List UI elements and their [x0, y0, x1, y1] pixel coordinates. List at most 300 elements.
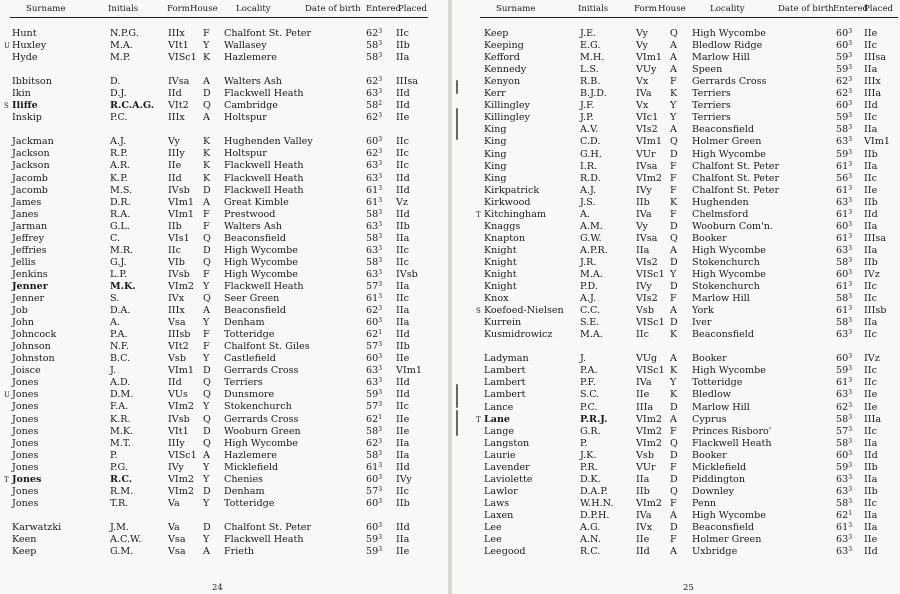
- surname: Lee: [484, 534, 502, 546]
- column-header-placed: Placed: [864, 4, 894, 14]
- placed: IIe: [864, 401, 878, 413]
- form: IIa: [636, 473, 650, 485]
- surname: Jellis: [12, 256, 36, 268]
- form: IIIy: [168, 437, 185, 449]
- register-row: [452, 281, 900, 293]
- margin-pencil-mark: [456, 410, 458, 436]
- initials: N.P.G.: [110, 28, 139, 39]
- entered-term: 3: [848, 401, 853, 409]
- form: VUg: [636, 353, 658, 365]
- entered-term: 3: [848, 184, 853, 192]
- surname: Johnston: [12, 353, 55, 365]
- placed: IIe: [396, 353, 410, 365]
- house: D: [670, 473, 678, 485]
- initials: W.H.N.: [580, 497, 614, 509]
- house: D: [670, 148, 678, 160]
- house: Q: [203, 256, 211, 268]
- register-row: [452, 402, 900, 414]
- entered: $59^3$: [366, 533, 383, 545]
- initials: D.J.: [110, 88, 127, 100]
- page-number: 25: [683, 583, 694, 593]
- entered-term: 3: [378, 377, 383, 385]
- entered: $59^3$: [836, 64, 853, 76]
- entered: $63^3$: [366, 172, 383, 184]
- initials: J.: [580, 353, 587, 365]
- entered-term: 3: [848, 365, 853, 373]
- surname: Jones: [12, 437, 39, 449]
- register-row: [0, 305, 448, 317]
- locality: Terriers: [692, 112, 731, 124]
- form: VUy: [636, 64, 657, 76]
- entered: $60^3$: [836, 449, 853, 461]
- placed: IVy: [396, 473, 412, 485]
- register-row: [0, 474, 448, 486]
- entered-term: 3: [848, 172, 853, 180]
- form: IVsb: [168, 184, 190, 196]
- initials: S.: [110, 293, 120, 304]
- house: D: [203, 521, 211, 533]
- form: Vy: [168, 136, 180, 148]
- house: A: [203, 449, 210, 461]
- register-row: [0, 534, 448, 546]
- register-row: [0, 197, 448, 209]
- locality: Speen: [692, 64, 723, 76]
- initials: M.R.: [110, 244, 134, 256]
- entered-term: 3: [848, 534, 853, 542]
- initials: A.G.: [580, 522, 601, 533]
- form: Vx: [636, 76, 649, 88]
- column-header-entered: Entered: [366, 4, 402, 14]
- register-row: [452, 389, 900, 401]
- form: VIm2: [636, 497, 662, 509]
- register-row: [0, 100, 448, 112]
- placed: IIb: [396, 497, 410, 509]
- placed: IIe: [864, 28, 878, 39]
- form: VIs2: [636, 124, 658, 136]
- register-row: [0, 329, 448, 341]
- register-row: [452, 149, 900, 161]
- surname: Jenkins: [12, 268, 48, 280]
- surname: Lawlor: [484, 485, 518, 497]
- entered: $58^3$: [366, 208, 383, 220]
- house: D: [670, 317, 678, 329]
- placed: IIc: [864, 40, 877, 52]
- house: Y: [203, 401, 210, 413]
- column-header-form: Form: [634, 4, 657, 14]
- placed: IIa: [864, 124, 878, 136]
- house: Q: [670, 136, 678, 148]
- placed: IIc: [396, 256, 409, 268]
- entered-term: 3: [848, 425, 853, 433]
- initials: N.F.: [110, 341, 130, 353]
- form: IIe: [168, 160, 182, 172]
- page-number: 24: [212, 583, 223, 593]
- form: IIc: [168, 244, 181, 256]
- form: IId: [168, 377, 182, 389]
- form: Vsb: [168, 353, 186, 365]
- register-row: [452, 221, 900, 233]
- placed: IIb: [864, 256, 878, 268]
- entered-term: 3: [378, 208, 383, 216]
- entered-term: 3: [848, 546, 853, 554]
- locality: Beaconsfield: [692, 522, 754, 533]
- entered: $58^3$: [366, 40, 383, 52]
- surname: Johnson: [12, 341, 51, 353]
- locality: Denham: [224, 485, 265, 497]
- initials: A.D.: [110, 377, 131, 389]
- initials: B.J.D.: [580, 88, 607, 100]
- placed: IIc: [864, 281, 877, 293]
- placed: IIIsa: [864, 52, 887, 64]
- status-mark: U: [4, 42, 10, 51]
- surname: Jackson: [12, 148, 50, 160]
- placed: IIb: [396, 40, 410, 52]
- surname: Laxen: [484, 509, 514, 521]
- column-header-initials: Initials: [578, 4, 609, 14]
- register-row: [452, 293, 900, 305]
- house: K: [670, 196, 678, 208]
- entered-term: 3: [378, 136, 383, 144]
- initials: I.R.: [580, 160, 598, 172]
- house: D: [670, 220, 678, 232]
- initials: E.G.: [580, 40, 601, 52]
- register-row: [0, 28, 448, 40]
- entered-term: 1: [848, 509, 853, 517]
- surname: Jones: [12, 497, 39, 509]
- entered-term: 3: [848, 160, 853, 168]
- column-header-dob: Date of birth: [305, 4, 361, 14]
- entered-term: 3: [378, 184, 383, 192]
- register-row: [0, 486, 448, 498]
- register-row: [0, 257, 448, 269]
- placed: IIc: [396, 244, 409, 256]
- house: F: [670, 497, 677, 509]
- surname: Karwatzki: [12, 521, 62, 533]
- register-row: [452, 365, 900, 377]
- locality: High Wycombe: [692, 509, 766, 521]
- column-header-form: Form: [167, 4, 190, 14]
- locality: Totteridge: [692, 377, 743, 389]
- entered-term: 3: [378, 546, 383, 553]
- surname: Koefoed-Nielsen: [484, 305, 564, 317]
- entered-term: 3: [378, 40, 383, 48]
- locality: Wooburn Com'n.: [692, 220, 773, 232]
- form: VIm2: [168, 280, 194, 292]
- form: IVsa: [168, 76, 190, 88]
- locality: Stokenchurch: [692, 256, 760, 268]
- form: IVa: [636, 509, 652, 521]
- form: IIe: [636, 389, 650, 401]
- placed: IIe: [864, 184, 878, 196]
- house: A: [670, 244, 677, 256]
- surname: Knight: [484, 269, 517, 280]
- surname: Ikin: [12, 88, 31, 100]
- entered: $63^3$: [836, 244, 853, 256]
- form: IVx: [168, 293, 185, 304]
- entered: $60^3$: [836, 28, 853, 39]
- locality: Hazlemere: [224, 449, 277, 461]
- column-header-locality: Locality: [236, 4, 271, 14]
- form: VIs1: [168, 232, 190, 244]
- form: IIc: [636, 329, 649, 341]
- initials: L.P.: [110, 268, 127, 280]
- surname: Keen: [12, 533, 37, 545]
- form: VIm1: [636, 52, 662, 64]
- locality: Hughenden Valley: [224, 136, 313, 148]
- entered: $58^3$: [836, 497, 853, 509]
- placed: IIa: [864, 509, 878, 521]
- house: Q: [203, 232, 211, 244]
- initials: K.P.: [110, 172, 128, 184]
- surname: Keeping: [484, 40, 524, 52]
- surname: Lane: [484, 413, 511, 425]
- locality: Flackwell Heath: [224, 533, 304, 545]
- placed: IIa: [396, 533, 410, 545]
- entered-term: 3: [848, 317, 853, 325]
- entered-term: 3: [378, 293, 383, 300]
- initials: M.A.: [110, 40, 133, 52]
- entered-term: 3: [848, 256, 853, 264]
- register-row: [452, 28, 900, 40]
- locality: High Wycombe: [224, 256, 298, 268]
- house: F: [670, 160, 677, 172]
- placed: IIc: [864, 497, 877, 509]
- placed: IIa: [864, 317, 878, 329]
- form: IIIx: [168, 112, 185, 124]
- initials: A.J.: [110, 136, 127, 148]
- form: VIs2: [636, 293, 658, 305]
- entered-term: 3: [378, 365, 383, 373]
- entered: $58^3$: [836, 317, 853, 329]
- entered: $63^3$: [836, 389, 853, 401]
- entered: $59^3$: [836, 365, 853, 377]
- house: D: [203, 485, 211, 497]
- register-row: [452, 414, 900, 426]
- form: VIm1: [636, 136, 662, 148]
- register-row: [0, 498, 448, 510]
- form: IIIsb: [168, 329, 191, 341]
- initials: D.A.P.: [580, 485, 608, 497]
- initials: P.R.J.: [580, 413, 608, 425]
- locality: Terriers: [224, 377, 263, 389]
- entered-term: 3: [378, 305, 383, 313]
- locality: Piddington: [692, 473, 746, 485]
- surname: Langston: [484, 437, 530, 449]
- house: D: [670, 449, 678, 461]
- entered: $63^3$: [366, 244, 383, 256]
- locality: Flackwell Heath: [224, 184, 304, 196]
- entered-term: 3: [848, 353, 853, 361]
- form: VUs: [168, 389, 188, 401]
- initials: S.C.: [580, 389, 600, 401]
- locality: Booker: [692, 449, 727, 461]
- register-row: [452, 185, 900, 197]
- form: IId: [168, 172, 182, 184]
- entered: $59^3$: [836, 112, 853, 124]
- locality: Totteridge: [224, 329, 275, 341]
- locality: Chalfont St. Peter: [692, 184, 780, 196]
- house: Y: [670, 100, 677, 112]
- surname: Ladyman: [484, 353, 529, 365]
- column-header-surname: Surname: [496, 4, 536, 14]
- register-row: [452, 353, 900, 365]
- form: Vsa: [168, 546, 186, 557]
- house: K: [203, 160, 211, 172]
- form: IVy: [636, 281, 652, 293]
- placed: IId: [864, 449, 878, 461]
- placed: IIa: [864, 437, 878, 449]
- placed: IIIa: [864, 413, 882, 425]
- entered: $61^3$: [836, 305, 853, 317]
- initials: R.C.: [580, 546, 601, 558]
- entered-term: 2: [378, 100, 383, 108]
- initials: J.R.: [580, 256, 597, 268]
- surname: John: [12, 317, 34, 329]
- initials: D.K.: [580, 473, 601, 485]
- form: VISc1: [636, 269, 665, 280]
- locality: Princes Risboro': [692, 425, 772, 437]
- right-page: [452, 0, 900, 594]
- initials: M.A.: [580, 329, 603, 341]
- house: A: [203, 546, 210, 557]
- form: VISc1: [168, 449, 197, 461]
- house: F: [203, 268, 210, 280]
- entered: $58^3$: [366, 256, 383, 268]
- initials: M.S.: [110, 184, 133, 196]
- entered: $60^3$: [836, 220, 853, 232]
- placed: IIa: [864, 473, 878, 485]
- placed: IIc: [864, 377, 877, 389]
- form: IVsa: [636, 160, 658, 172]
- locality: Seer Green: [224, 293, 280, 304]
- house: Q: [203, 389, 211, 401]
- placed: IIc: [864, 329, 877, 341]
- entered-term: 3: [848, 293, 853, 301]
- entered: $62^3$: [836, 401, 853, 413]
- form: VISc1: [636, 365, 665, 377]
- locality: Cyprus: [692, 413, 727, 425]
- initials: S.E.: [580, 317, 600, 329]
- house: Q: [670, 28, 678, 39]
- locality: Micklefield: [224, 461, 279, 473]
- entered-term: 3: [848, 220, 853, 228]
- locality: Terriers: [692, 88, 731, 100]
- surname: Leegood: [484, 546, 526, 558]
- entered: $61^3$: [836, 208, 853, 220]
- placed: IIa: [864, 244, 878, 256]
- form: Vy: [636, 28, 648, 39]
- entered: $63^3$: [836, 473, 853, 485]
- entered-term: 3: [378, 425, 383, 433]
- margin-pencil-mark: [456, 80, 458, 94]
- initials: G.R.: [580, 425, 601, 437]
- status-mark: T: [476, 210, 481, 219]
- house: Y: [203, 533, 210, 545]
- entered-term: 3: [848, 148, 853, 156]
- register-row: [452, 269, 900, 281]
- locality: High Wycombe: [692, 148, 766, 160]
- locality: High Wycombe: [692, 244, 766, 256]
- house: F: [670, 534, 677, 546]
- locality: Denham: [224, 317, 265, 329]
- register-row: [452, 377, 900, 389]
- house: Y: [203, 461, 210, 473]
- initials: M.T.: [110, 437, 131, 449]
- placed: IIe: [396, 413, 410, 425]
- initials: G.M.: [110, 546, 134, 557]
- register-row: [0, 341, 448, 353]
- entered-term: 3: [378, 244, 383, 252]
- house: A: [203, 76, 210, 88]
- entered-term: 3: [848, 461, 853, 469]
- form: IId: [168, 88, 182, 100]
- locality: Wallasey: [224, 40, 267, 52]
- surname: Kirkwood: [484, 196, 531, 208]
- entered-term: 3: [378, 533, 383, 541]
- initials: D.R.: [110, 196, 131, 208]
- entered-term: 3: [378, 521, 383, 529]
- register-row: [0, 414, 448, 426]
- house: F: [203, 208, 210, 220]
- placed: IIIsa: [864, 232, 887, 244]
- initials: P.A.: [580, 365, 598, 377]
- locality: High Wycombe: [692, 365, 766, 377]
- register-row: [0, 136, 448, 148]
- register-row: [0, 426, 448, 438]
- entered-term: 3: [848, 28, 853, 35]
- locality: Chalfont St. Peter: [224, 521, 312, 533]
- entered: $63^3$: [366, 160, 383, 172]
- surname: Kennedy: [484, 64, 527, 76]
- house: F: [203, 341, 210, 353]
- entered-term: 3: [848, 40, 853, 48]
- initials: R.C.: [110, 473, 133, 485]
- form: IIIx: [168, 28, 185, 39]
- initials: A.V.: [580, 124, 599, 136]
- locality: Castlefield: [224, 353, 276, 365]
- placed: IId: [396, 88, 410, 100]
- entered: $62^1$: [366, 329, 383, 341]
- entered-term: 3: [848, 88, 853, 96]
- entered-term: 3: [378, 485, 383, 493]
- initials: C.C.: [580, 305, 601, 317]
- form: IVsb: [168, 413, 190, 425]
- entered: $60^3$: [836, 269, 853, 280]
- entered: $59^3$: [366, 546, 383, 557]
- register-row: [452, 462, 900, 474]
- placed: IIc: [396, 28, 409, 39]
- locality: Flackwell Heath: [224, 280, 304, 292]
- house: A: [670, 305, 677, 317]
- house: D: [670, 281, 678, 293]
- locality: High Wycombe: [224, 268, 298, 280]
- register-row: [452, 112, 900, 124]
- placed: IIe: [864, 389, 878, 401]
- initials: B.C.: [110, 353, 131, 365]
- register-row: [452, 245, 900, 257]
- register-row: [0, 389, 448, 401]
- form: VIm2: [636, 172, 662, 184]
- entered-term: 3: [848, 124, 853, 132]
- surname: Hunt: [12, 28, 37, 39]
- placed: IId: [396, 521, 410, 533]
- locality: Chalfont St. Giles: [224, 341, 310, 353]
- entered: $63^3$: [366, 220, 383, 232]
- entered: $62^3$: [366, 76, 383, 88]
- status-mark: U: [4, 391, 10, 400]
- locality: Gerrards Cross: [692, 76, 767, 88]
- initials: D.A.: [110, 305, 131, 317]
